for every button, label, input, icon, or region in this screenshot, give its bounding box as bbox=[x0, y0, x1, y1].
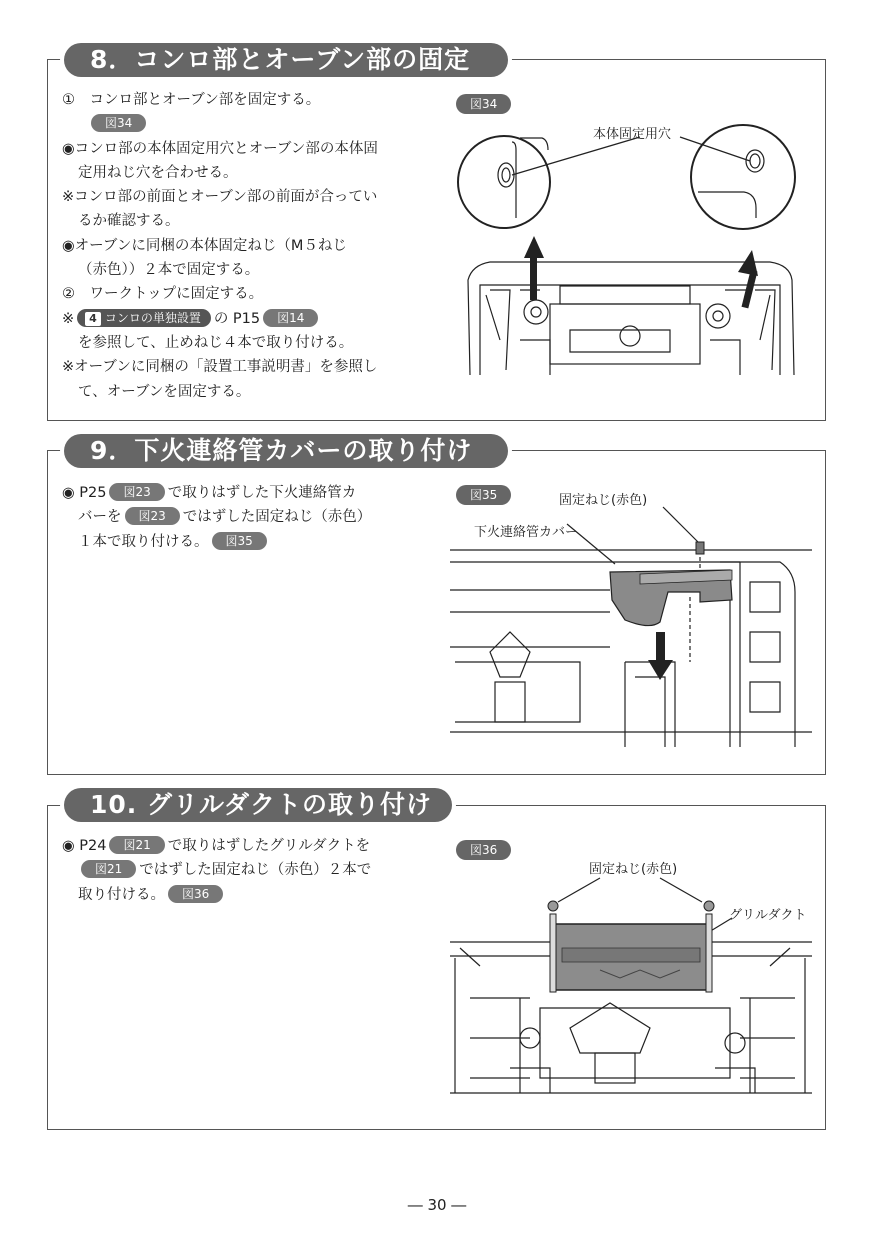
figure-36 bbox=[450, 838, 812, 1098]
fig34-ref[interactable]: 図34 bbox=[91, 114, 146, 132]
figure-34-tag: 図34 bbox=[456, 94, 511, 114]
text-line: ◉ P25 図23 で取りはずした下火連絡管カ bbox=[62, 485, 357, 501]
fig23-ref[interactable]: 図23 bbox=[125, 507, 180, 525]
section-10-title: 10. グリルダクトの取り付け bbox=[64, 788, 452, 822]
fixing-screw-label: 固定ねじ(赤色) bbox=[557, 489, 649, 508]
fixing-hole-label: 本体固定用穴 bbox=[591, 123, 673, 142]
figure-35-tag: 図35 bbox=[456, 485, 511, 505]
figure-35-drawing bbox=[450, 482, 812, 752]
text-line: ※コンロ部の前面とオーブン部の前面が合ってい bbox=[62, 189, 378, 206]
text-line: ◉ P24 図21 で取りはずしたグリルダクトを bbox=[62, 838, 371, 854]
section-8-title: 8．コンロ部とオーブン部の固定 bbox=[64, 43, 508, 77]
ref-line: ※ 4 コンロの単独設置 の P15 図14 bbox=[62, 307, 432, 331]
fig23-ref[interactable]: 図23 bbox=[109, 483, 164, 501]
page-number: ― 30 ― bbox=[407, 1196, 467, 1214]
section-9-body bbox=[62, 481, 432, 554]
section-ref-pill[interactable]: 4 コンロの単独設置 bbox=[77, 309, 211, 327]
text-line: 定用ねじ穴を合わせる。 bbox=[78, 164, 238, 181]
section-8-body bbox=[62, 88, 432, 404]
fig36-ref[interactable]: 図36 bbox=[168, 885, 223, 903]
text-line: ◉オーブンに同梱の本体固定ねじ（M５ねじ bbox=[62, 237, 347, 254]
step-2: ② ワークトップに固定する。 bbox=[62, 286, 264, 303]
text-line: を参照して、止めねじ４本で取り付ける。 bbox=[78, 334, 354, 351]
text-line: 図21 ではずした固定ねじ（赤色）２本で bbox=[62, 858, 432, 882]
figure-34 bbox=[450, 90, 810, 385]
text-line: るか確認する。 bbox=[78, 213, 180, 230]
grill-duct-label: グリルダクト bbox=[727, 904, 808, 923]
step-1-ref bbox=[62, 112, 432, 136]
figure-36-drawing bbox=[450, 838, 812, 1098]
step-1: ① コンロ部とオーブン部を固定する。 bbox=[62, 92, 321, 108]
text-line: バーを 図23 ではずした固定ねじ（赤色） bbox=[78, 509, 372, 526]
section-9-title: 9．下火連絡管カバーの取り付け bbox=[64, 434, 508, 468]
text-line: ◉コンロ部の本体固定用穴とオーブン部の本体固 bbox=[62, 140, 378, 157]
fig35-ref[interactable]: 図35 bbox=[212, 532, 267, 550]
fixing-screws-label: 固定ねじ(赤色) bbox=[587, 858, 679, 877]
text-line: １本で取り付ける。 図35 bbox=[62, 530, 432, 554]
figure-35 bbox=[450, 482, 812, 752]
text-line: て、オーブンを固定する。 bbox=[78, 383, 251, 400]
text-line: ※オーブンに同梱の「設置工事説明書」を参照し bbox=[62, 359, 378, 376]
text-line: （赤色））２本で固定する。 bbox=[78, 262, 260, 279]
section-10-body bbox=[62, 834, 432, 907]
text-line: 取り付ける。 図36 bbox=[62, 883, 432, 907]
fig14-ref[interactable]: 図14 bbox=[263, 309, 318, 327]
fig21-ref[interactable]: 図21 bbox=[81, 860, 136, 878]
fig21-ref[interactable]: 図21 bbox=[109, 836, 164, 854]
figure-34-drawing bbox=[450, 90, 810, 385]
figure-36-tag: 図36 bbox=[456, 840, 511, 860]
cover-label: 下火連絡管カバー bbox=[472, 521, 580, 540]
section-number: 4 bbox=[85, 312, 101, 326]
